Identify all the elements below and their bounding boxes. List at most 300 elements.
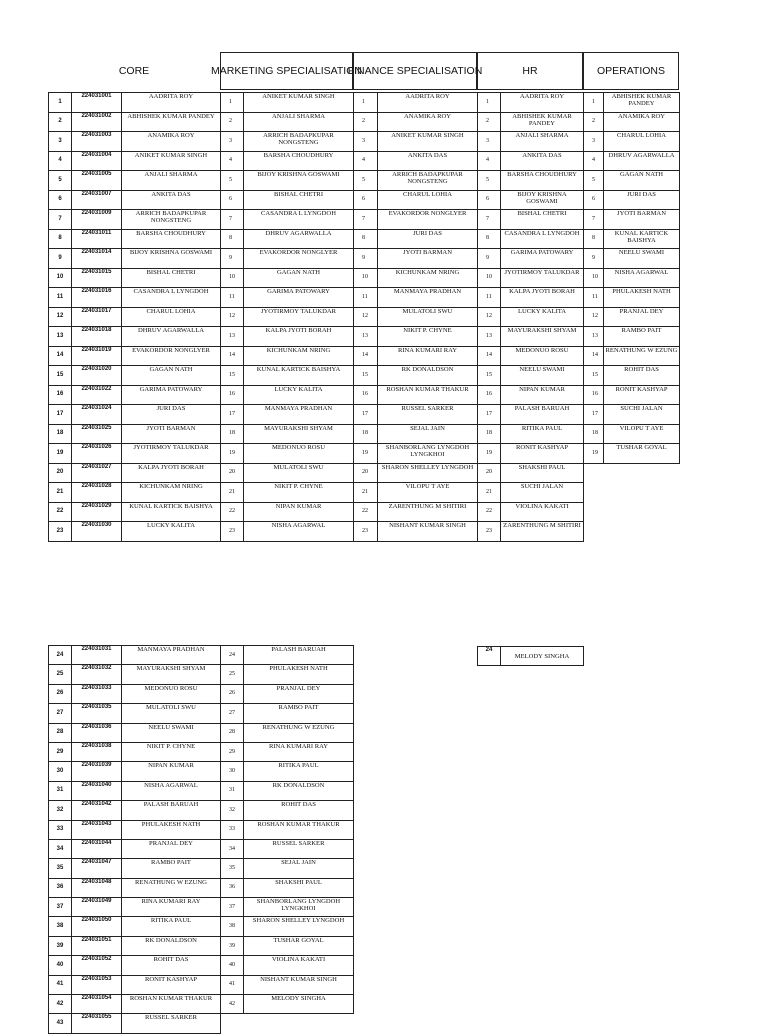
hr-student-name: ZARENTHUNG M SHITIRI <box>501 522 584 542</box>
table-row <box>49 820 354 839</box>
operations-number <box>584 522 604 542</box>
core-student-name: RONIT KASHYAP <box>122 975 221 994</box>
marketing-student-name: RITIKA PAUL <box>244 762 354 781</box>
table-row <box>49 742 354 761</box>
operations-student-name: ABHISHEK KUMAR PANDEY <box>604 93 680 113</box>
hr-number: 20 <box>478 463 501 483</box>
operations-student-name: TUSHAR GOYAL <box>604 444 680 464</box>
marketing-number: 8 <box>221 229 244 249</box>
marketing-number: 4 <box>221 151 244 171</box>
finance-number: 19 <box>354 444 378 464</box>
marketing-number: 1 <box>221 93 244 113</box>
marketing-number: 3 <box>221 132 244 152</box>
marketing-student-name: TUSHAR GOYAL <box>244 936 354 955</box>
finance-student-name: SHANBORLANG LYNGDOH LYNGKHOI <box>378 444 478 464</box>
serial-number: 11 <box>49 288 72 308</box>
roll-number: 224031011 <box>72 229 122 249</box>
serial-number: 35 <box>49 859 72 878</box>
marketing-number: 17 <box>221 405 244 425</box>
operations-student-name: KUNAL KARTICK BAISHYA <box>604 229 680 249</box>
marketing-number: 9 <box>221 249 244 269</box>
finance-number: 6 <box>354 190 378 210</box>
marketing-number: 14 <box>221 346 244 366</box>
finance-student-name: CHARUL LOHIA <box>378 190 478 210</box>
table-row <box>49 112 680 132</box>
core-student-name: PALASH BARUAH <box>122 801 221 820</box>
operations-number: 14 <box>584 346 604 366</box>
roll-number: 224031047 <box>72 859 122 878</box>
operations-student-name: PRANJAL DEY <box>604 307 680 327</box>
finance-student-name: JYOTI BARMAN <box>378 249 478 269</box>
core-student-name: ANKITA DAS <box>122 190 221 210</box>
marketing-number: 22 <box>221 502 244 522</box>
table-row <box>49 684 354 703</box>
operations-student-name <box>604 502 680 522</box>
roll-number: 224031009 <box>72 210 122 230</box>
core-student-name: KALPA JYOTI BORAH <box>122 463 221 483</box>
operations-student-name: RAMBO PAIT <box>604 327 680 347</box>
marketing-number: 6 <box>221 190 244 210</box>
table-row <box>49 132 680 152</box>
finance-student-name: NIKIT P. CHYNE <box>378 327 478 347</box>
serial-number: 19 <box>49 444 72 464</box>
table-row <box>49 483 680 503</box>
marketing-student-name: BIJOY KRISHNA GOSWAMI <box>244 171 354 191</box>
roll-number: 224031031 <box>72 646 122 665</box>
marketing-number: 5 <box>221 171 244 191</box>
operations-student-name: PHULAKESH NATH <box>604 288 680 308</box>
hr-number: 9 <box>478 249 501 269</box>
marketing-student-name: RUSSEL SARKER <box>244 839 354 858</box>
table-row <box>49 210 680 230</box>
operations-number: 19 <box>584 444 604 464</box>
finance-number: 13 <box>354 327 378 347</box>
operations-student-name: JURI DAS <box>604 190 680 210</box>
marketing-number: 13 <box>221 327 244 347</box>
hr-student-name: KALPA JYOTI BORAH <box>501 288 584 308</box>
core-student-name: RENATHUNG W EZUNG <box>122 878 221 897</box>
serial-number: 17 <box>49 405 72 425</box>
serial-number: 15 <box>49 366 72 386</box>
marketing-student-name: PHULAKESH NATH <box>244 665 354 684</box>
roll-number: 224031026 <box>72 444 122 464</box>
finance-student-name: AADRITA ROY <box>378 93 478 113</box>
finance-number: 1 <box>354 93 378 113</box>
marketing-student-name: SEJAL JAIN <box>244 859 354 878</box>
finance-number: 10 <box>354 268 378 288</box>
marketing-student-name: GAGAN NATH <box>244 268 354 288</box>
serial-number: 25 <box>49 665 72 684</box>
table-row <box>49 288 680 308</box>
roll-number: 224031050 <box>72 917 122 936</box>
table-row <box>49 229 680 249</box>
operations-number <box>584 463 604 483</box>
core-student-name: NISHA AGARWAL <box>122 781 221 800</box>
operations-student-name: RONIT KASHYAP <box>604 385 680 405</box>
hr-student-name: ANJALI SHARMA <box>501 132 584 152</box>
operations-student-name <box>604 483 680 503</box>
table-row <box>49 190 680 210</box>
finance-student-name: ZARENTHUNG M SHITIRI <box>378 502 478 522</box>
hr-number: 2 <box>478 112 501 132</box>
hr-number: 23 <box>478 522 501 542</box>
roll-number: 224031015 <box>72 268 122 288</box>
core-student-name: ARRICH BADAPKUPAR NONGSTENG <box>122 210 221 230</box>
table-row <box>49 898 354 917</box>
operations-number: 11 <box>584 288 604 308</box>
table-row <box>49 522 680 542</box>
marketing-number: 27 <box>221 704 244 723</box>
core-student-name: NIKIT P. CHYNE <box>122 742 221 761</box>
table-row <box>49 346 680 366</box>
roll-number: 224031039 <box>72 762 122 781</box>
hr-number: 5 <box>478 171 501 191</box>
core-student-name: BIJOY KRISHNA GOSWAMI <box>122 249 221 269</box>
table-row <box>49 936 354 955</box>
finance-number: 14 <box>354 346 378 366</box>
core-student-name: KICHUNKAM NRING <box>122 483 221 503</box>
operations-number: 1 <box>584 93 604 113</box>
roll-number: 224031051 <box>72 936 122 955</box>
marketing-number: 21 <box>221 483 244 503</box>
operations-number: 15 <box>584 366 604 386</box>
serial-number: 38 <box>49 917 72 936</box>
serial-number: 2 <box>49 112 72 132</box>
marketing-student-name: GARIMA PATOWARY <box>244 288 354 308</box>
finance-number: 18 <box>354 424 378 444</box>
operations-number: 5 <box>584 171 604 191</box>
serial-number: 12 <box>49 307 72 327</box>
marketing-student-name: ROSHAN KUMAR THAKUR <box>244 820 354 839</box>
hr-student-name: AADRITA ROY <box>501 93 584 113</box>
finance-number: 4 <box>354 151 378 171</box>
core-student-name: CHARUL LOHIA <box>122 307 221 327</box>
core-student-name: RINA KUMARI RAY <box>122 898 221 917</box>
hr-student-name: NEELU SWAMI <box>501 366 584 386</box>
operations-number <box>584 483 604 503</box>
core-student-name: ANIKET KUMAR SINGH <box>122 151 221 171</box>
table-row <box>49 93 680 113</box>
finance-student-name: ANAMIKA ROY <box>378 112 478 132</box>
core-student-name: LUCKY KALITA <box>122 522 221 542</box>
operations-student-name <box>604 522 680 542</box>
table-row <box>49 878 354 897</box>
hr-student-name: CASANDRA L LYNGDOH <box>501 229 584 249</box>
operations-student-name: DHRUV AGARWALLA <box>604 151 680 171</box>
operations-number: 7 <box>584 210 604 230</box>
marketing-number: 34 <box>221 839 244 858</box>
marketing-number: 37 <box>221 898 244 917</box>
roll-number: 224031014 <box>72 249 122 269</box>
core-student-name: ANJALI SHARMA <box>122 171 221 191</box>
table-row <box>49 405 680 425</box>
operations-student-name: CHARUL LOHIA <box>604 132 680 152</box>
finance-student-name: MULATOLI SWU <box>378 307 478 327</box>
hr-number: 22 <box>478 502 501 522</box>
operations-number: 16 <box>584 385 604 405</box>
serial-number: 4 <box>49 151 72 171</box>
serial-number: 33 <box>49 820 72 839</box>
roll-number: 224031016 <box>72 288 122 308</box>
serial-number: 14 <box>49 346 72 366</box>
marketing-student-name: ARRICH BADAPKUPAR NONGSTENG <box>244 132 354 152</box>
serial-number: 28 <box>49 723 72 742</box>
core-student-name: GARIMA PATOWARY <box>122 385 221 405</box>
allocation-table-top <box>48 92 680 542</box>
hr-student-name: MEDONUO ROSU <box>501 346 584 366</box>
marketing-student-name: VIOLINA KAKATI <box>244 956 354 975</box>
marketing-student-name: MAYURAKSHI SHYAM <box>244 424 354 444</box>
core-student-name: RAMBO PAIT <box>122 859 221 878</box>
hr-number: 1 <box>478 93 501 113</box>
serial-number: 22 <box>49 502 72 522</box>
serial-number: 37 <box>49 898 72 917</box>
hr-student-name: JYOTIRMOY TALUKDAR <box>501 268 584 288</box>
hr-number: 11 <box>478 288 501 308</box>
serial-number: 40 <box>49 956 72 975</box>
marketing-student-name: KALPA JYOTI BORAH <box>244 327 354 347</box>
table-row <box>49 444 680 464</box>
marketing-student-name: MEDONUO ROSU <box>244 444 354 464</box>
marketing-number: 24 <box>221 646 244 665</box>
roll-number: 224031027 <box>72 463 122 483</box>
marketing-student-name: NISHANT KUMAR SINGH <box>244 975 354 994</box>
serial-number: 42 <box>49 995 72 1014</box>
finance-number: 9 <box>354 249 378 269</box>
serial-number: 39 <box>49 936 72 955</box>
marketing-student-name: RK DONALDSON <box>244 781 354 800</box>
table-row <box>49 385 680 405</box>
marketing-number: 15 <box>221 366 244 386</box>
marketing-student-name: MANMAYA PRADHAN <box>244 405 354 425</box>
serial-number: 6 <box>49 190 72 210</box>
serial-number: 7 <box>49 210 72 230</box>
table-row <box>49 781 354 800</box>
operations-number: 4 <box>584 151 604 171</box>
marketing-student-name: ROHIT DAS <box>244 801 354 820</box>
finance-number: 11 <box>354 288 378 308</box>
serial-number: 31 <box>49 781 72 800</box>
core-student-name: CASANDRA L LYNGDOH <box>122 288 221 308</box>
marketing-student-name: MULATOLI SWU <box>244 463 354 483</box>
serial-number: 9 <box>49 249 72 269</box>
roll-number: 224031053 <box>72 975 122 994</box>
header-finance: FINANCE SPECIALISATION <box>353 52 477 90</box>
hr-number: 15 <box>478 366 501 386</box>
operations-student-name <box>604 463 680 483</box>
finance-student-name: RINA KUMARI RAY <box>378 346 478 366</box>
hr-number: 13 <box>478 327 501 347</box>
serial-number: 30 <box>49 762 72 781</box>
finance-number: 21 <box>354 483 378 503</box>
finance-student-name: NISHANT KUMAR SINGH <box>378 522 478 542</box>
marketing-student-name: NIKIT P. CHYNE <box>244 483 354 503</box>
marketing-student-name: SHANBORLANG LYNGDOH LYNGKHOI <box>244 898 354 917</box>
hr-number: 3 <box>478 132 501 152</box>
finance-number: 16 <box>354 385 378 405</box>
finance-student-name: ROSHAN KUMAR THAKUR <box>378 385 478 405</box>
marketing-student-name: RAMBO PAIT <box>244 704 354 723</box>
finance-student-name: ARRICH BADAPKUPAR NONGSTENG <box>378 171 478 191</box>
table-row <box>49 723 354 742</box>
serial-number: 24 <box>49 646 72 665</box>
table-row <box>49 859 354 878</box>
roll-number: 224031052 <box>72 956 122 975</box>
core-student-name: MULATOLI SWU <box>122 704 221 723</box>
marketing-number: 12 <box>221 307 244 327</box>
finance-student-name: RUSSEL SARKER <box>378 405 478 425</box>
hr-student-name: RONIT KASHYAP <box>501 444 584 464</box>
roll-number: 224031054 <box>72 995 122 1014</box>
finance-number: 15 <box>354 366 378 386</box>
finance-number: 23 <box>354 522 378 542</box>
marketing-number: 16 <box>221 385 244 405</box>
header-core: CORE <box>118 65 150 77</box>
hr-number: 16 <box>478 385 501 405</box>
roll-number: 224031017 <box>72 307 122 327</box>
operations-student-name: SUCHI JALAN <box>604 405 680 425</box>
header-operations: OPERATIONS <box>583 52 679 90</box>
roll-number: 224031035 <box>72 704 122 723</box>
serial-number: 32 <box>49 801 72 820</box>
operations-student-name: NISHA AGARWAL <box>604 268 680 288</box>
table-row <box>478 647 584 666</box>
table-row <box>49 249 680 269</box>
marketing-number: 42 <box>221 995 244 1014</box>
table-row <box>49 171 680 191</box>
marketing-number: 28 <box>221 723 244 742</box>
marketing-number: 7 <box>221 210 244 230</box>
marketing-student-name: ANIKET KUMAR SINGH <box>244 93 354 113</box>
hr-student-name: GARIMA PATOWARY <box>501 249 584 269</box>
serial-number: 29 <box>49 742 72 761</box>
table-row <box>49 646 354 665</box>
hr-number: 6 <box>478 190 501 210</box>
serial-number: 13 <box>49 327 72 347</box>
roll-number: 224031043 <box>72 820 122 839</box>
hr-extra-name: MELODY SINGHA <box>501 647 584 666</box>
table-row <box>49 995 354 1014</box>
hr-number: 17 <box>478 405 501 425</box>
table-row <box>49 327 680 347</box>
core-student-name: MAYURAKSHI SHYAM <box>122 665 221 684</box>
marketing-student-name: ANJALI SHARMA <box>244 112 354 132</box>
hr-student-name: LUCKY KALITA <box>501 307 584 327</box>
roll-number: 224031020 <box>72 366 122 386</box>
operations-number: 3 <box>584 132 604 152</box>
core-student-name: AADRITA ROY <box>122 93 221 113</box>
header-hr: HR <box>477 52 583 90</box>
operations-number <box>584 502 604 522</box>
roll-number: 224031002 <box>72 112 122 132</box>
operations-number: 17 <box>584 405 604 425</box>
marketing-student-name: KUNAL KARTICK BAISHYA <box>244 366 354 386</box>
hr-student-name: ANKITA DAS <box>501 151 584 171</box>
marketing-student-name: PRANJAL DEY <box>244 684 354 703</box>
allocation-table-bottom <box>48 645 354 1034</box>
core-student-name: RUSSEL SARKER <box>122 1014 221 1033</box>
operations-student-name: VILOPU T AYE <box>604 424 680 444</box>
roll-number: 224031033 <box>72 684 122 703</box>
serial-number: 8 <box>49 229 72 249</box>
header-marketing: MARKETING SPECIALISATION <box>220 52 353 90</box>
marketing-number: 2 <box>221 112 244 132</box>
marketing-student-name: SHAKSHI PAUL <box>244 878 354 897</box>
roll-number: 224031001 <box>72 93 122 113</box>
core-student-name: MEDONUO ROSU <box>122 684 221 703</box>
table-row <box>49 956 354 975</box>
operations-number: 12 <box>584 307 604 327</box>
table-row <box>49 424 680 444</box>
core-student-name: EVAKORDOR NONGLYER <box>122 346 221 366</box>
marketing-number: 40 <box>221 956 244 975</box>
serial-number: 5 <box>49 171 72 191</box>
finance-student-name: ANIKET KUMAR SINGH <box>378 132 478 152</box>
roll-number: 224031036 <box>72 723 122 742</box>
table-row <box>49 502 680 522</box>
hr-student-name: RITIKA PAUL <box>501 424 584 444</box>
roll-number: 224031005 <box>72 171 122 191</box>
marketing-student-name: MELODY SINGHA <box>244 995 354 1014</box>
hr-number: 7 <box>478 210 501 230</box>
marketing-student-name: RENATHUNG W EZUNG <box>244 723 354 742</box>
marketing-number: 35 <box>221 859 244 878</box>
serial-number: 1 <box>49 93 72 113</box>
roll-number: 224031024 <box>72 405 122 425</box>
hr-student-name: BISHAL CHETRI <box>501 210 584 230</box>
operations-number: 9 <box>584 249 604 269</box>
marketing-number: 20 <box>221 463 244 483</box>
marketing-number: 32 <box>221 801 244 820</box>
roll-number: 224031018 <box>72 327 122 347</box>
finance-number: 22 <box>354 502 378 522</box>
serial-number: 10 <box>49 268 72 288</box>
roll-number: 224031004 <box>72 151 122 171</box>
operations-number: 6 <box>584 190 604 210</box>
table-row <box>49 762 354 781</box>
operations-student-name: GAGAN NATH <box>604 171 680 191</box>
marketing-number: 25 <box>221 665 244 684</box>
hr-number: 4 <box>478 151 501 171</box>
core-student-name: ABHISHEK KUMAR PANDEY <box>122 112 221 132</box>
finance-student-name: MANMAYA PRADHAN <box>378 288 478 308</box>
finance-student-name: EVAKORDOR NONGLYER <box>378 210 478 230</box>
marketing-student-name: BISHAL CHETRI <box>244 190 354 210</box>
core-student-name: DHRUV AGARWALLA <box>122 327 221 347</box>
finance-student-name: JURI DAS <box>378 229 478 249</box>
marketing-number: 38 <box>221 917 244 936</box>
hr-student-name: SHAKSHI PAUL <box>501 463 584 483</box>
hr-student-name: NIPAN KUMAR <box>501 385 584 405</box>
serial-number: 43 <box>49 1014 72 1033</box>
table-row <box>49 366 680 386</box>
marketing-number: 18 <box>221 424 244 444</box>
marketing-number: 11 <box>221 288 244 308</box>
finance-student-name: SHARON SHELLEY LYNGDOH <box>378 463 478 483</box>
serial-number: 20 <box>49 463 72 483</box>
marketing-student-name: SHARON SHELLEY LYNGDOH <box>244 917 354 936</box>
hr-student-name: ABHISHEK KUMAR PANDEY <box>501 112 584 132</box>
marketing-student-name: CASANDRA L LYNGDOH <box>244 210 354 230</box>
serial-number: 26 <box>49 684 72 703</box>
serial-number: 16 <box>49 385 72 405</box>
roll-number: 224031055 <box>72 1014 122 1033</box>
hr-student-name: BARSHA CHOUDHURY <box>501 171 584 191</box>
marketing-student-name: NISHA AGARWAL <box>244 522 354 542</box>
roll-number: 224031029 <box>72 502 122 522</box>
hr-extra-number: 24 <box>478 647 501 666</box>
operations-student-name: JYOTI BARMAN <box>604 210 680 230</box>
